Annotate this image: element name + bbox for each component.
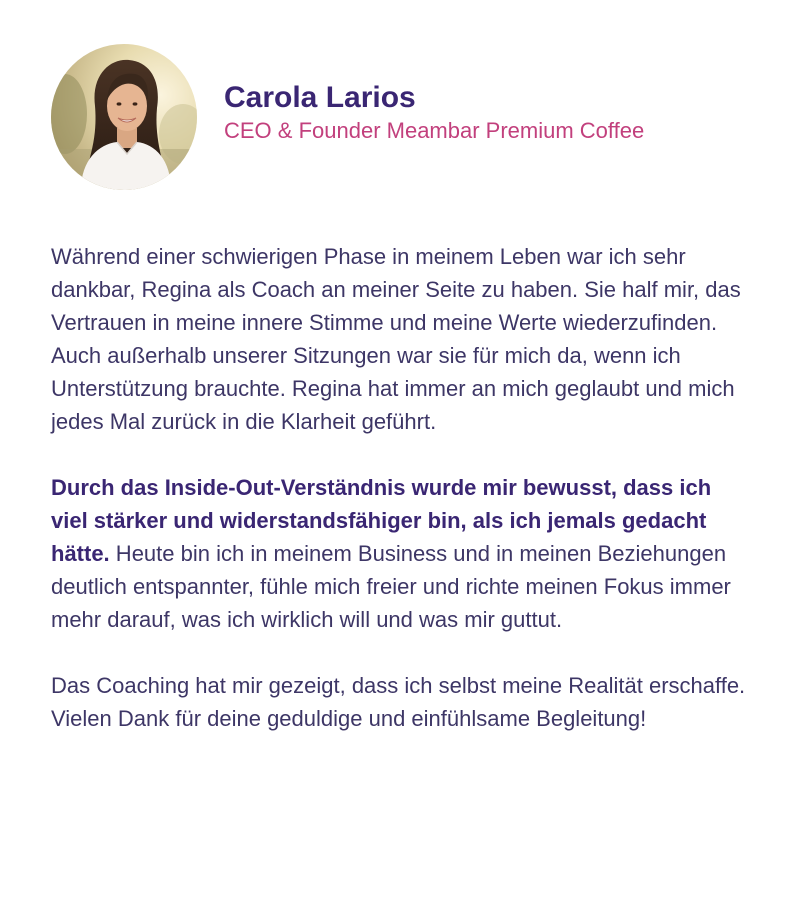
person-name: Carola Larios [224, 81, 416, 114]
person-role: CEO & Founder Meambar Premium Coffee [224, 118, 645, 143]
testimonial-paragraph-1: Während einer schwierigen Phase in meinem Leben war ich sehr dankbar, Regina als Coach an meiner Seite zu haben. Sie half mir, das Vertrauen in meine innere Stimme und meine Werte wiederzufinden. Auch außerhalb unserer Sitzungen war sie für mich da, wenn ich Unterstützung brauchte. Regina hat immer an mich geglaubt und mich jedes Mal zurück in die Klarheit geführt. [51, 244, 741, 434]
testimonial-text [51, 240, 753, 768]
testimonial-paragraph-2 [51, 471, 753, 636]
testimonial-paragraph-3: Das Coaching hat mir gezeigt, dass ich selbst meine Realität erschaffe. Vielen Dank für deine geduldige und einfühlsame Begleitung! [51, 673, 746, 731]
avatar [51, 44, 197, 190]
testimonial-highlight: Durch das Inside-Out-Verständnis wurde mir bewusst, dass ich viel stärker und widerstandsfähiger bin, als ich jemals gedacht hätte. [51, 475, 712, 566]
portrait-photo [51, 44, 197, 190]
testimonial-paragraph-2-rest: Heute bin ich in meinem Business und in meinen Beziehungen deutlich entspannter, fühle mich freier und richte meinen Fokus immer mehr darauf, was ich wirklich will und was mir guttut. [51, 541, 731, 632]
